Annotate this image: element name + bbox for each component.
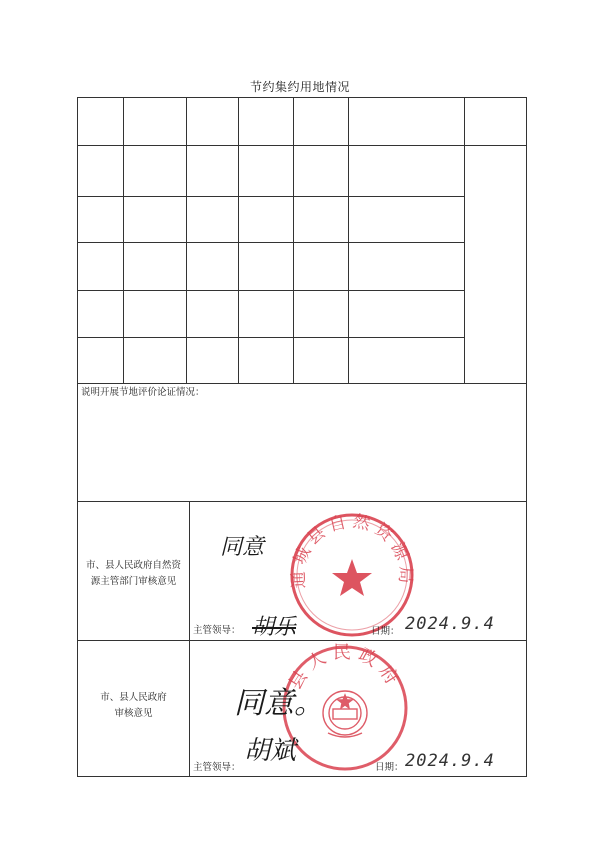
county-government-review-label (78, 690, 189, 722)
section-divider (77, 501, 527, 502)
label-column-divider (189, 501, 190, 777)
section1-date-value: 2024.9.4 (405, 614, 495, 634)
table-border-left (77, 97, 78, 777)
grid-row-line (77, 337, 465, 338)
label-line: 审核意见 (114, 708, 153, 719)
section1-leader-label: 主管领导： (193, 625, 241, 636)
natural-resources-review-label (78, 558, 189, 590)
grid-col-line (238, 97, 239, 384)
national-emblem-icon (323, 691, 367, 737)
grid-row-line (77, 383, 527, 384)
grid-col-line (123, 97, 124, 384)
section1-date-label: 日期： (371, 626, 400, 637)
grid-col-line (293, 97, 294, 384)
grid-row-line (77, 196, 465, 197)
grid-col-line (186, 97, 187, 384)
table-border-bottom (77, 776, 527, 777)
section2-leader-signature: 胡斌 (244, 736, 297, 766)
seal-text: 县人民政府 (284, 643, 406, 694)
evaluation-note-label: 说明开展节地评价论证情况： (81, 387, 205, 398)
section2-date-value: 2024.9.4 (405, 751, 495, 771)
table-border-top (77, 97, 527, 98)
grid-col-line (464, 97, 465, 384)
seal-text: 通城县自然资源局 (288, 511, 416, 589)
star-icon (332, 559, 372, 596)
section1-leader-signature: 胡乐 (252, 615, 297, 640)
label-line: 市、县人民政府 (100, 692, 167, 703)
section2-leader-label: 主管领导： (193, 762, 241, 773)
section-divider (77, 640, 527, 641)
label-line: 市、县人民政府自然资 (85, 560, 181, 571)
grid-col-line (348, 97, 349, 384)
section2-opinion-handwriting: 同意。 (234, 686, 324, 721)
natural-resources-bureau-seal (288, 511, 416, 639)
section2-date-label: 日期： (375, 762, 404, 773)
table-border-right (526, 97, 527, 777)
grid-row-line (77, 145, 527, 146)
grid-row-line (77, 242, 465, 243)
page-title: 节约集约用地情况 (249, 80, 350, 94)
section1-opinion-handwriting: 同意 (220, 535, 265, 560)
label-line: 源主管部门审核意见 (90, 576, 177, 587)
grid-row-line (77, 290, 465, 291)
